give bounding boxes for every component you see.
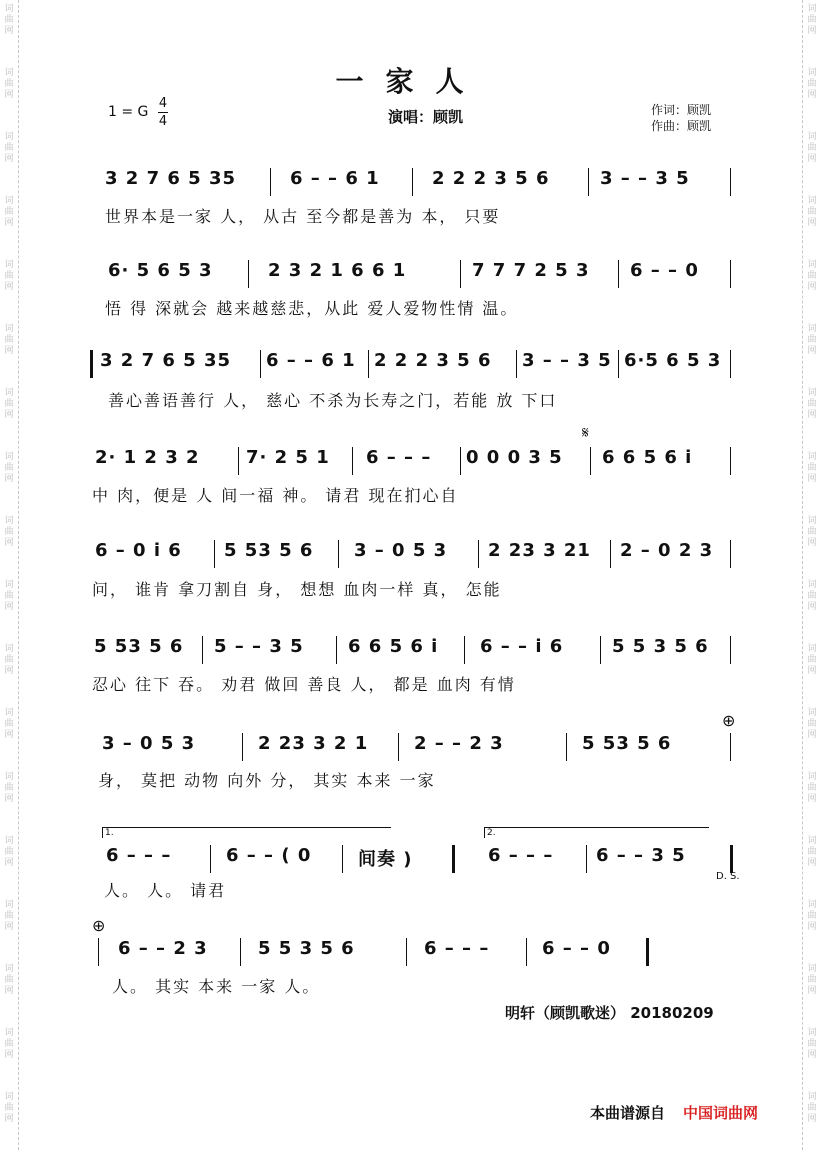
measure: 6 – – – [366,447,432,468]
watermark-text: 词 曲 网 [807,964,817,996]
watermark-text: 词 曲 网 [4,900,14,932]
measure: 6 – – – [488,845,554,866]
segno-sign: 𝄋 [582,423,589,442]
watermark-text: 词 曲 网 [807,516,817,548]
lyric-line-9: 人。 其实 本来 一家 人。 [112,977,321,996]
lyric-line-6: 忍心 往下 吞。 劝君 做回 善良 人， 都是 血肉 有情 [92,675,516,694]
measure: 5 5 3 5 6 [612,636,709,657]
lyric-line-5: 问， 谁肯 拿刀割自 身， 想想 血肉一样 真， 怎能 [92,580,502,599]
score-row-2 [90,260,740,292]
source-brand: 中国词曲网 [683,1104,759,1122]
measure: 3 – 0 5 3 [102,733,196,754]
watermark-text: 词 曲 网 [807,132,817,164]
watermark-text: 词 曲 网 [4,4,14,36]
time-top: 4 [158,96,168,111]
measure: 2 – 0 2 3 [620,540,714,561]
measure: 6 – – 2 3 [118,938,208,959]
measure: 2 2 2 3 5 6 [432,168,550,189]
watermark-text: 词 曲 网 [4,772,14,804]
score-row-4 [90,423,740,479]
score-row-7 [90,711,740,765]
watermark-text: 词 曲 网 [4,644,14,676]
measure: 6· 5 6 5 3 [108,260,213,281]
measure: 3 – – 3 5 [600,168,690,189]
watermark-text: 词 曲 网 [807,836,817,868]
measure: 5 53 5 6 [94,636,184,657]
credits [651,102,711,134]
watermark-text: 词 曲 网 [4,324,14,356]
measure: 7· 2 5 1 [246,447,330,468]
measure: 6 – – 6 1 [290,168,380,189]
key-signature: 1 = G [108,104,149,120]
source-label: 本曲谱源自 [590,1104,666,1122]
lyric-line-4: 中 肉，便是 人 间一福 神。 请君 现在扪心自 [92,486,459,505]
source-credit [590,1102,758,1123]
watermark-text: 词 曲 网 [807,68,817,100]
watermark-text: 词 曲 网 [4,196,14,228]
singer-credit: 演唱：顾凯 [388,108,464,126]
measure: 5 53 5 6 [224,540,314,561]
measure: 2 – – 2 3 [414,733,504,754]
watermark-text: 词 曲 网 [807,324,817,356]
measure: 2 2 2 3 5 6 [374,350,492,371]
lyric-line-3: 善心善语善行 人， 慈心 不杀为长寿之门，若能 放 下口 [108,391,558,410]
watermark-text: 词 曲 网 [4,1028,14,1060]
measure: 6 – – 0 [542,938,611,959]
score-row-5 [90,540,740,572]
measure: 5 5 3 5 6 [258,938,355,959]
measure: 5 53 5 6 [582,733,672,754]
score-row-3 [90,350,740,382]
measure: 5 – – 3 5 [214,636,304,657]
measure: 3 2 7 6 5 35 [105,168,237,189]
watermark-text: 词 曲 网 [4,68,14,100]
coda-sign: ⊕ [722,711,736,730]
measure: 6 – 0 i 6 [95,540,182,561]
watermark-text: 词 曲 网 [807,1028,817,1060]
volta-2: 2. [484,827,709,838]
watermark-text: 词 曲 网 [4,708,14,740]
watermark-text: 词 曲 网 [807,900,817,932]
time-bottom: 4 [158,114,168,129]
lyric-line-2: 悟 得 深就会 越来越慈悲，从此 爱人爱物性情 温。 [105,299,519,318]
watermark-text: 词 曲 网 [807,4,817,36]
watermark-text: 词 曲 网 [4,452,14,484]
watermark-text: 词 曲 网 [807,260,817,292]
coda-sign-2: ⊕ [92,916,106,935]
arranger-signature: 明轩（顾凯歌迷） 20180209 [505,1004,714,1022]
measure: 6 – – 3 5 [596,845,686,866]
volta-1: 1. [102,827,391,838]
watermark-text: 词 曲 网 [807,1092,817,1124]
measure: 6 – – 6 1 [266,350,356,371]
measure: 2 23 3 2 1 [258,733,369,754]
measure: 6·5 6 5 3 [624,350,722,371]
measure: 间奏 ) [358,849,413,870]
watermark-text: 词 曲 网 [807,772,817,804]
watermark-text: 词 曲 网 [807,580,817,612]
watermark-text: 词 曲 网 [807,452,817,484]
score-row-8 [90,828,740,882]
measure: 6 – – – [424,938,490,959]
watermark-text: 词 曲 网 [807,196,817,228]
measure: 3 2 7 6 5 35 [100,350,232,371]
measure: 6 – – 0 [630,260,699,281]
score-row-6 [90,636,740,668]
song-title: 一家人 [335,65,486,98]
watermark-text: 词 曲 网 [807,708,817,740]
lyric-line-1: 世界本是一家 人， 从古 至今都是善为 本， 只要 [105,207,501,226]
measure: 3 – 0 5 3 [354,540,448,561]
measure: 0 0 0 3 5 [466,447,563,468]
watermark-text: 词 曲 网 [807,388,817,420]
lyricist-credit: 作词：顾凯 [651,103,712,117]
watermark-text: 词 曲 网 [807,644,817,676]
watermark-text: 词 曲 网 [4,132,14,164]
watermark-text: 词 曲 网 [4,964,14,996]
ds-mark: D. S. [716,871,740,882]
watermark-text: 词 曲 网 [4,516,14,548]
lyric-line-8: 人。 人。 请君 [104,881,227,900]
measure: 6 – – ( 0 [226,845,312,866]
measure: 6 6 5 6 i [348,636,439,657]
time-signature [158,96,168,129]
measure: 6 – – – [106,845,172,866]
watermark-text: 词 曲 网 [4,1092,14,1124]
measure: 2 23 3 21 [488,540,591,561]
measure: 7 7 7 2 5 3 [472,260,590,281]
watermark-text: 词 曲 网 [4,836,14,868]
score-row-9 [90,916,740,970]
score-row-1 [90,168,740,200]
measure: 2 3 2 1 6 6 1 [268,260,407,281]
measure: 6 6 5 6 i [602,447,693,468]
watermark-text: 词 曲 网 [4,388,14,420]
measure: 3 – – 3 5 [522,350,612,371]
watermark-text: 词 曲 网 [4,260,14,292]
measure: 6 – – i 6 [480,636,564,657]
composer-credit: 作曲：顾凯 [651,119,712,133]
lyric-line-7: 身， 莫把 动物 向外 分， 其实 本来 一家 [98,771,436,790]
measure: 2· 1 2 3 2 [95,447,200,468]
watermark-text: 词 曲 网 [4,580,14,612]
